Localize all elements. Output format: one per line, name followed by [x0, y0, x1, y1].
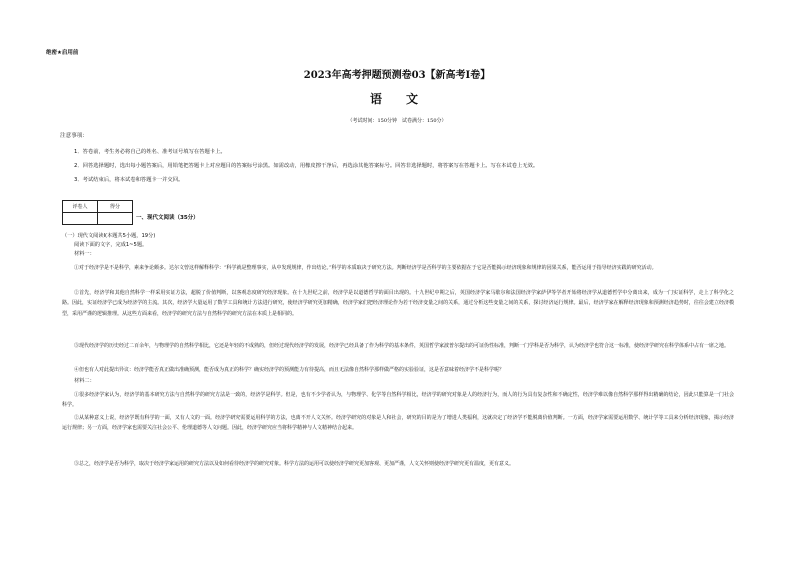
note-item: 3．考试结束后，将本试卷和答题卡一并交回。 — [74, 177, 184, 183]
passage-paragraph: ②首先，经济学和其他自然科学一样采用实证方法，超脱了价值判断，以客观态度研究经济现象。在十九世纪之前，经济学是以道德哲学的面目出现的。十九世纪中期之后，英国经济学家马歇尔和法国经济学家萨伊等学者开始将经济学从道德哲学中分离出来，成为一门实证科学，走上了科学化之路。因此，实证经济学已成为经济学的主流。其次，经济学大量运用了数学工具和统计方法进行研究，使经济学研究更加精确，经济学家们把经济理论作为若干经济变量之间的关系，通过分析这些变量之间的关系，探讨经济运行规律。最后，经济学家在解释经济现象和预测经济趋势时，往往会建立经济模型，采用严谨的逻辑推理。从这些方面来看，经济学的研究方法与自然科学的研究方法在本质上是相同的。 — [62, 290, 734, 317]
passage-paragraph: ②从某种意义上说，经济学既有科学的一面，又有人文的一面。经济学研究需要运用科学的方法，也离不开人文关怀。经济学研究的对象是人和社会，研究的目的是为了增进人类福利，这就决定了经济学不能脱离价值判断。一方面，经济学家需要运用数学、统计学等工具来分析经济现象，揭示经济运行规律；另一方面，经济学家也需要关注社会公平、伦理道德等人文问题。因此，经济学研究应当将科学精神与人文精神结合起来。 — [62, 415, 734, 432]
grader-header: 评卷人 — [63, 201, 98, 213]
passage-paragraph: ①很多经济学家认为，经济学的基本研究方法与自然科学的研究方法是一致的，经济学是科学。但是，也有不少学者认为，与物理学、化学等自然科学相比，经济学的研究对象是人的经济行为，而人的行为具有复杂性和不确定性，经济学难以像自然科学那样得出精确的结论，因此只能算是一门社会科学。 — [62, 392, 734, 409]
notes-heading: 注意事项： — [60, 133, 88, 139]
passage-paragraph: ①对于经济学是不是科学，素来争论颇多。达尔文曾这样解释科学：“科学就是整理事实，从中发现规律，作出结论。”科学的本质取决于研究方法。判断经济学是否科学的主要依据在于它是否能揭示经济现象和规律的因果关系，能否运用于指导经济实践的研究活动。 — [74, 265, 657, 271]
subsection-title: （一）现代文阅读Ⅰ(本题共5小题，19分) — [62, 233, 156, 239]
reading-instruction: 阅读下面的文字，完成1~5题。 — [74, 242, 148, 248]
subject-title: 语 文 — [369, 92, 424, 106]
exam-info: （考试时间：150分钟 试卷满分：150分） — [347, 118, 447, 124]
grader-cell — [63, 213, 98, 225]
passage-paragraph: ③现代经济学的历史经过二百余年，与物理学的自然科学相比，它还是年轻的不成熟的，但经过现代经济学的发展，经济学已经具备了作为科学的基本条件，英国哲学家波普尔提出的可证伪性标准，判断一门学科是否为科学，认为经济学也符合这一标准，使经济学研究在科学体系中占有一席之地。 — [74, 343, 730, 349]
section-title: 一、现代文阅读（35分） — [136, 215, 199, 221]
note-item: 2．回答选择题时，选出每小题答案后，用铅笔把答题卡上对应题目的答案标号涂黑。如需改动，用橡皮擦干净后，再选涂其他答案标号。回答非选择题时，将答案写在答题卡上。写在本试卷上无效。 — [74, 163, 539, 169]
score-cell — [98, 213, 133, 225]
material-label: 材料一： — [74, 251, 95, 257]
note-item: 1．答卷前，考生务必将自己的姓名、准考证号填写在答题卡上。 — [74, 149, 226, 155]
score-header: 得分 — [98, 201, 133, 213]
material-label: 材料二： — [74, 378, 95, 384]
confidential-mark: 绝密★启用前 — [46, 50, 79, 56]
passage-paragraph: ③总之，经济学是否为科学，取决于经济学家运用的研究方法以及如何看待经济学的研究对象。科学方法的运用可以使经济学研究更加客观、更加严谨，人文关怀则使经济学研究更有温度，更有意义。 — [74, 461, 515, 467]
score-table — [62, 200, 133, 225]
passage-paragraph: ④但也有人对此提出异议：经济学能否真正做出准确预测，能否成为真正的科学？确实经济学的预测能力有待提高，而且无法像自然科学那样做严格的实验验证，这是否意味着经济学不是科学呢？ — [74, 367, 505, 373]
exam-title: 2023年高考押题预测卷03【新高考Ⅰ卷】 — [303, 70, 491, 81]
